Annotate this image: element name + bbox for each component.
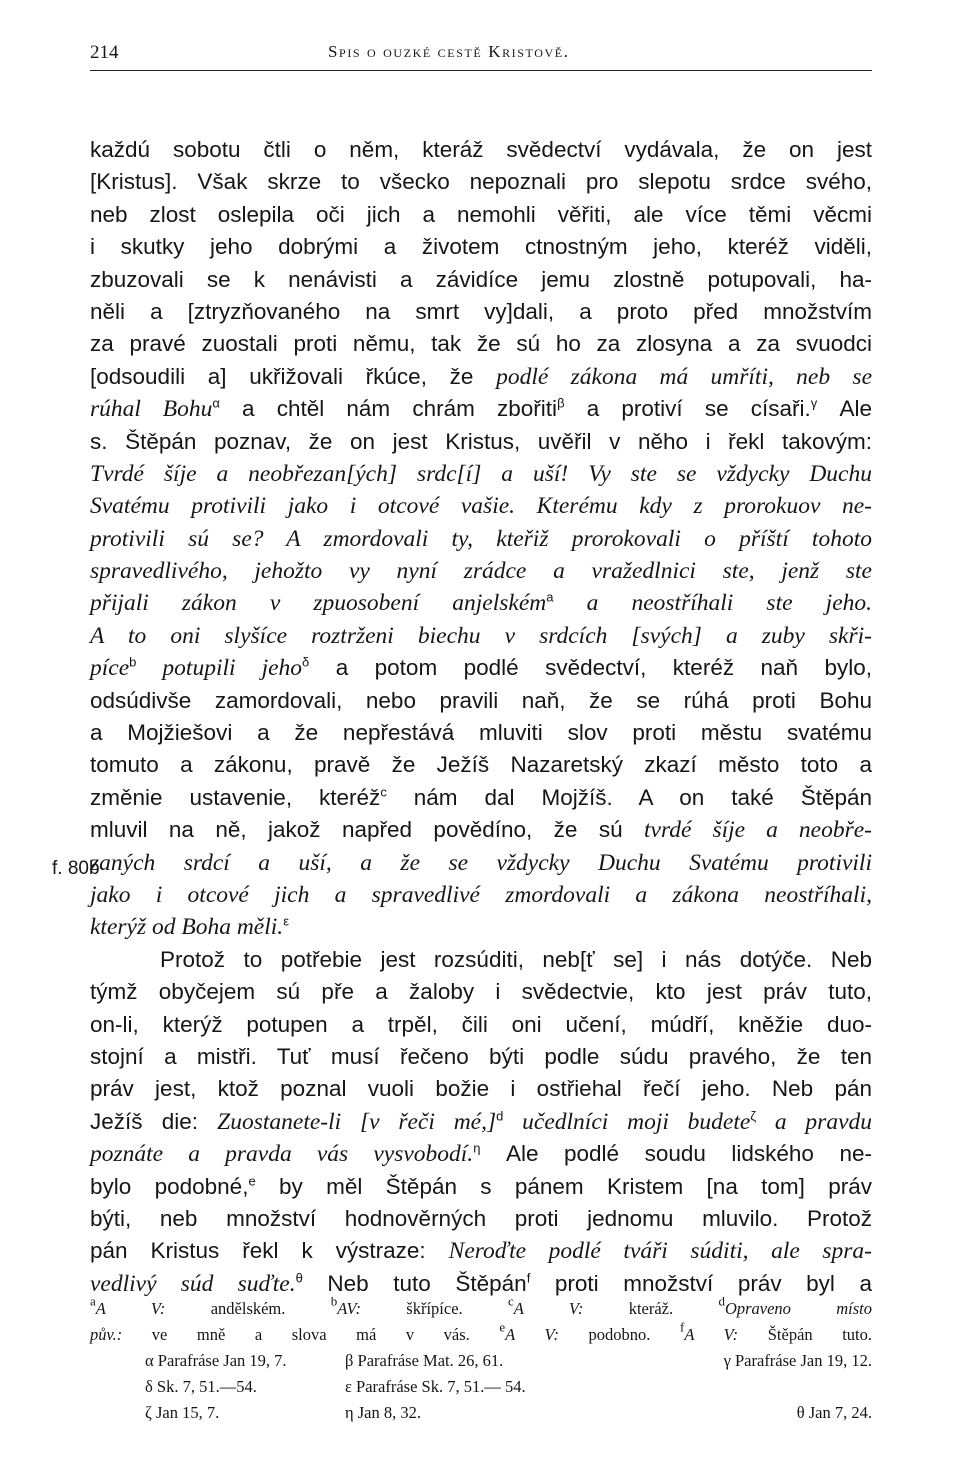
- source-reference: η Jan 8, 32.: [345, 1403, 421, 1422]
- text-line: [90, 847, 872, 879]
- footnote-marker: a: [90, 1293, 96, 1309]
- source-note-line: [90, 1400, 872, 1426]
- text-segment: zbuzovali se k nenávisti a závidíce jemu zlostně potupovali, ha-: [90, 266, 872, 292]
- text-line: [90, 264, 872, 296]
- text-segment: píce: [90, 655, 130, 682]
- note-text: AV:: [337, 1299, 361, 1318]
- text-segment: Svatému protivili jako i otcové vašie. Kterému kdy z prorokuov ne-: [90, 493, 872, 520]
- text-line: [90, 1041, 872, 1073]
- text-line: [90, 814, 872, 846]
- source-reference: [605, 1374, 872, 1400]
- text-segment: mluvil na ně, jakož napřed povědíno, že sú: [90, 817, 645, 843]
- text-segment: [odsoudili a] ukřižovali řkúce, že: [90, 363, 497, 389]
- text-line: [90, 782, 872, 814]
- text-segment: poznáte a pravda vás vysvobodí.: [90, 1141, 474, 1168]
- text-line: [90, 296, 872, 328]
- note-text: podobno.: [558, 1325, 680, 1344]
- text-segment: každú sobotu čtli o něm, kteráž svědectví vydávala, že on jest: [90, 137, 872, 162]
- note-text: Štěpán tuto.: [738, 1325, 872, 1344]
- text-segment: Neb tuto Štěpán: [302, 1270, 527, 1296]
- textual-note-line: [90, 1319, 872, 1348]
- text-segment: by měl Štěpán s pánem Kristem [na tom] práv: [255, 1173, 873, 1199]
- text-line: [90, 393, 872, 425]
- note-text: kteráž.: [583, 1299, 719, 1318]
- text-line: [90, 555, 872, 587]
- text-segment: odsúdivše zamordovali, nebo pravili naň, že se rúhá proti Bohu: [90, 687, 872, 713]
- footnote-marker: e: [248, 1173, 256, 1189]
- text-segment: a Mojžiešovi a že nepřestává mluviti slov proti městu svatému: [90, 720, 872, 746]
- text-line: [90, 134, 872, 166]
- note-text: Opraveno místo: [724, 1299, 872, 1318]
- text-segment: změnie ustavenie, kteréž: [90, 784, 381, 810]
- footnote-marker: a: [546, 590, 554, 606]
- text-segment: práv jest, ktož poznal vuoli božie i ostřiehal řečí jeho. Neb pán: [90, 1076, 872, 1102]
- text-segment: nám dal Mojžíš. A on také Štěpán: [386, 784, 873, 810]
- footnote-marker: e: [499, 1319, 506, 1335]
- text-segment: i skutky jeho dobrými a životem ctnostným jeho, kteréž viděli,: [90, 234, 872, 260]
- text-segment: s. Štěpán poznav, že on jest Kristus, uvěřil v něho i řekl takovým:: [90, 428, 872, 454]
- text-segment: týmž obyčejem sú pře a žaloby i svědectvie, kto jest práv tuto,: [90, 979, 872, 1005]
- text-segment: zaných srdcí a uší, a že se vždycky Duchu Svatému protivili: [90, 849, 872, 876]
- text-segment: jako i otcové jich a spravedlivé zmordovali a zákona neostříhali,: [90, 881, 872, 908]
- note-text: andělském.: [165, 1299, 331, 1318]
- note-text: A V:: [95, 1299, 166, 1318]
- note-text: A V:: [505, 1325, 559, 1344]
- text-segment: Zuostanete-li [v řeči mé,]: [217, 1108, 497, 1135]
- text-segment: býti, neb množství hodnověrných proti jednomu mluvilo. Protož: [90, 1205, 872, 1231]
- text-line: [90, 911, 872, 943]
- page-header: [90, 38, 880, 68]
- text-line: [90, 1235, 872, 1267]
- text-segment: on-li, kterýž potupen a trpěl, čili oni učení, múdří, kněžie duo-: [90, 1011, 872, 1037]
- footnote-marker: α: [212, 395, 220, 411]
- note-text: škřípíce.: [360, 1299, 508, 1318]
- source-reference: α Parafráse Jan 19, 7.: [145, 1351, 287, 1370]
- text-line: [90, 426, 872, 458]
- text-line: [90, 749, 872, 781]
- footnote-marker: β: [557, 395, 565, 411]
- text-segment: [Kristus]. Však skrze to všecko nepoznali pro slepotu srdce svého,: [90, 169, 872, 195]
- footnote-marker: b: [330, 1293, 338, 1309]
- text-segment: spravedlivého, jehožto vy nyní zrádce a vražedlnici ste, jenž ste: [90, 558, 872, 585]
- note-text: A V:: [513, 1299, 584, 1318]
- footnote-marker: d: [496, 1108, 504, 1124]
- text-line: [90, 620, 872, 652]
- text-segment: Ale: [817, 396, 872, 422]
- note-text: A V:: [684, 1325, 739, 1344]
- footnote-marker: f: [526, 1270, 531, 1286]
- text-segment: a pravdu: [756, 1108, 872, 1135]
- text-line: [90, 685, 872, 717]
- note-text: ve mně a slova má v vás.: [122, 1325, 500, 1344]
- source-reference: γ Parafráse Jan 19, 12.: [723, 1351, 872, 1370]
- text-line: [90, 199, 872, 231]
- text-segment: Neroďte podlé tváři súditi, ale spra-: [448, 1238, 872, 1265]
- folio-margin-note: f. 80b: [52, 858, 100, 879]
- text-line: [90, 523, 872, 555]
- footnote-marker: θ: [295, 1270, 303, 1286]
- footnote-marker: c: [507, 1293, 514, 1309]
- text-line: [90, 944, 872, 976]
- running-title: Spis o ouzké cestě Kristově.: [328, 42, 570, 61]
- text-segment: Tvrdé šíje a neobřezan[ých] srdc[í] a uší! Vy ste se vždycky Duchu: [90, 460, 872, 487]
- text-segment: něli a [ztryzňovaného na smrt vy]dali, a proto před množstvím: [90, 298, 872, 324]
- text-line: [90, 1106, 872, 1138]
- text-segment: tvrdé šíje a neobře-: [644, 817, 872, 844]
- footnote-marker: f: [679, 1319, 685, 1335]
- footnote-marker: ε: [283, 913, 289, 929]
- footnote-marker: d: [718, 1293, 725, 1309]
- note-text: pův.:: [90, 1325, 123, 1344]
- text-segment: Protož to potřebie jest rozsúditi, neb[ť se] i nás dotýče. Neb: [160, 946, 872, 972]
- text-segment: protivili sú se? A zmordovali ty, kteřiž prorokovali o příští tohoto: [90, 525, 872, 552]
- text-segment: potupili jeho: [136, 655, 303, 682]
- header-rule: [90, 70, 872, 71]
- footnote-marker: δ: [302, 654, 310, 670]
- footnote-marker: c: [380, 784, 387, 800]
- text-segment: pán Kristus řekl k výstraze:: [90, 1238, 449, 1264]
- text-segment: vedlivý súd suďte.: [90, 1270, 296, 1297]
- text-line: [90, 1009, 872, 1041]
- text-segment: A to oni slyšíce roztrženi biechu v srdcích [svých] a zuby skři-: [90, 622, 872, 649]
- text-segment: za pravé zuostali proti němu, tak že sú ho za zlosyna a za svuodci: [90, 331, 872, 357]
- text-segment: a potom podlé svědectví, kteréž naň bylo,: [309, 655, 872, 681]
- text-line: [90, 652, 872, 684]
- text-segment: neb zlost oslepila oči jich a nemohli věřiti, ale více těmi věcmi: [90, 201, 872, 227]
- text-line: [90, 1138, 872, 1170]
- source-reference: ζ Jan 15, 7.: [145, 1403, 220, 1422]
- footnotes: [90, 1293, 872, 1426]
- text-segment: proti množství práv byl a: [530, 1270, 873, 1296]
- text-line: [90, 166, 872, 198]
- text-line: [90, 1203, 872, 1235]
- textual-note-line: [90, 1293, 872, 1322]
- source-reference: θ Jan 7, 24.: [796, 1403, 872, 1422]
- text-line: [90, 879, 872, 911]
- footnote-marker: b: [129, 654, 137, 670]
- text-line: [90, 458, 872, 490]
- text-line: [90, 717, 872, 749]
- text-line: [90, 976, 872, 1008]
- text-segment: a protiví se císaři.: [564, 396, 811, 422]
- footnote-marker: ζ: [750, 1108, 757, 1124]
- footnote-marker: η: [473, 1140, 481, 1156]
- text-line: [90, 587, 872, 619]
- source-note-line: [90, 1348, 872, 1374]
- text-segment: Ale podlé soudu lidského ne-: [480, 1141, 872, 1167]
- text-segment: a chtěl nám chrám zbořiti: [219, 396, 558, 422]
- source-reference: ε Parafráse Sk. 7, 51.— 54.: [345, 1377, 526, 1396]
- text-segment: bylo podobné,: [90, 1173, 249, 1199]
- text-line: [90, 1073, 872, 1105]
- text-segment: přijali zákon v zpuosobení anjelském: [90, 590, 547, 617]
- text-segment: rúhal Bohu: [90, 396, 213, 423]
- source-note-line: [90, 1374, 872, 1400]
- text-line: [90, 328, 872, 360]
- text-segment: a neostříhali ste jeho.: [553, 590, 872, 617]
- text-segment: tomuto a zákonu, pravě že Ježíš Nazaretský zkazí město toto a: [90, 752, 872, 778]
- text-segment: kterýž od Boha měli.: [90, 914, 284, 941]
- text-segment: učedlníci moji budete: [503, 1108, 751, 1135]
- source-reference: δ Sk. 7, 51.—54.: [145, 1377, 257, 1396]
- source-reference: β Parafráse Mat. 26, 61.: [345, 1351, 504, 1370]
- text-line: [90, 1171, 872, 1203]
- text-segment: stojní a mistři. Tuť musí řečeno býti podle súdu pravého, že ten: [90, 1043, 872, 1069]
- text-segment: Ježíš die:: [90, 1108, 218, 1134]
- text-line: [90, 490, 872, 522]
- footnote-marker: γ: [810, 395, 818, 411]
- page-number: 214: [90, 42, 119, 63]
- text-line: [90, 231, 872, 263]
- text-line: [90, 361, 872, 393]
- body-text: [90, 134, 872, 1300]
- text-segment: podlé zákona má umříti, neb se: [496, 363, 872, 390]
